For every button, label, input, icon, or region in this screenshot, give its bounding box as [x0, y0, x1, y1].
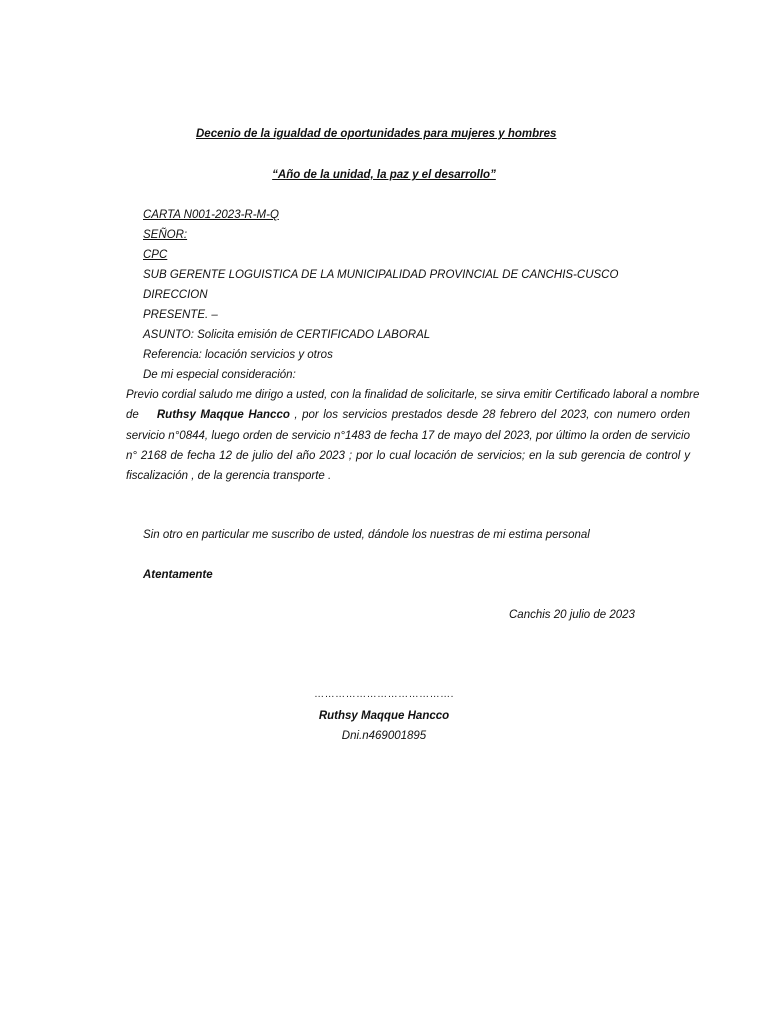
recipient-office: SUB GERENTE LOGUISTICA DE LA MUNICIPALIDAD PROVINCIAL DE CANCHIS-CUSCO — [143, 269, 619, 281]
place-date: Canchis 20 julio de 2023 — [509, 609, 635, 621]
body-line-5: fiscalización , de la gerencia transporte . — [126, 470, 332, 482]
employee-name: Ruthsy Maqque Hancco — [156, 409, 290, 421]
year-heading: “Año de la unidad, la paz y el desarrollo” — [272, 169, 496, 181]
body-line-2-rest: , por los servicios prestados desde 28 febrero del 2023, con numero orden — [294, 409, 690, 421]
body-line-4: n° 2168 de fecha 12 de julio del año 2023 ; por lo cual locación de servicios; en la sub gerencia de control y — [126, 450, 690, 462]
signer-name: Ruthsy Maqque Hancco — [318, 710, 450, 722]
letter-reference-code: CARTA N001-2023-R-M-Q — [143, 209, 279, 221]
signer-dni: Dni.n469001895 — [341, 730, 427, 742]
body-line-3: servicio n°0844, luego orden de servicio n°1483 de fecha 17 de mayo del 2023, por último la orden de servicio — [126, 430, 690, 442]
consideration-line: De mi especial consideración: — [143, 369, 296, 381]
body-line-2 — [126, 408, 690, 422]
signature-line: …………………………………. — [314, 689, 454, 700]
reference-line: Referencia: locación servicios y otros — [143, 349, 333, 361]
presente-label: PRESENTE. – — [143, 309, 218, 321]
body-line-2-prefix: de — [126, 409, 139, 421]
subject-line: ASUNTO: Solicita emisión de CERTIFICADO LABORAL — [143, 329, 431, 341]
recipient-title: CPC — [143, 249, 168, 261]
decade-heading: Decenio de la igualdad de oportunidades para mujeres y hombres — [196, 128, 557, 140]
direction-label: DIRECCION — [143, 289, 208, 301]
salutation: SEÑOR: — [143, 229, 188, 241]
atentamente-label: Atentamente — [143, 569, 213, 581]
body-line-1: Previo cordial saludo me dirigo a usted, con la finalidad de solicitarle, se sirva emitir Certificado laboral a nombre — [126, 389, 700, 401]
closing-text: Sin otro en particular me suscribo de usted, dándole los nuestras de mi estima personal — [143, 529, 590, 541]
